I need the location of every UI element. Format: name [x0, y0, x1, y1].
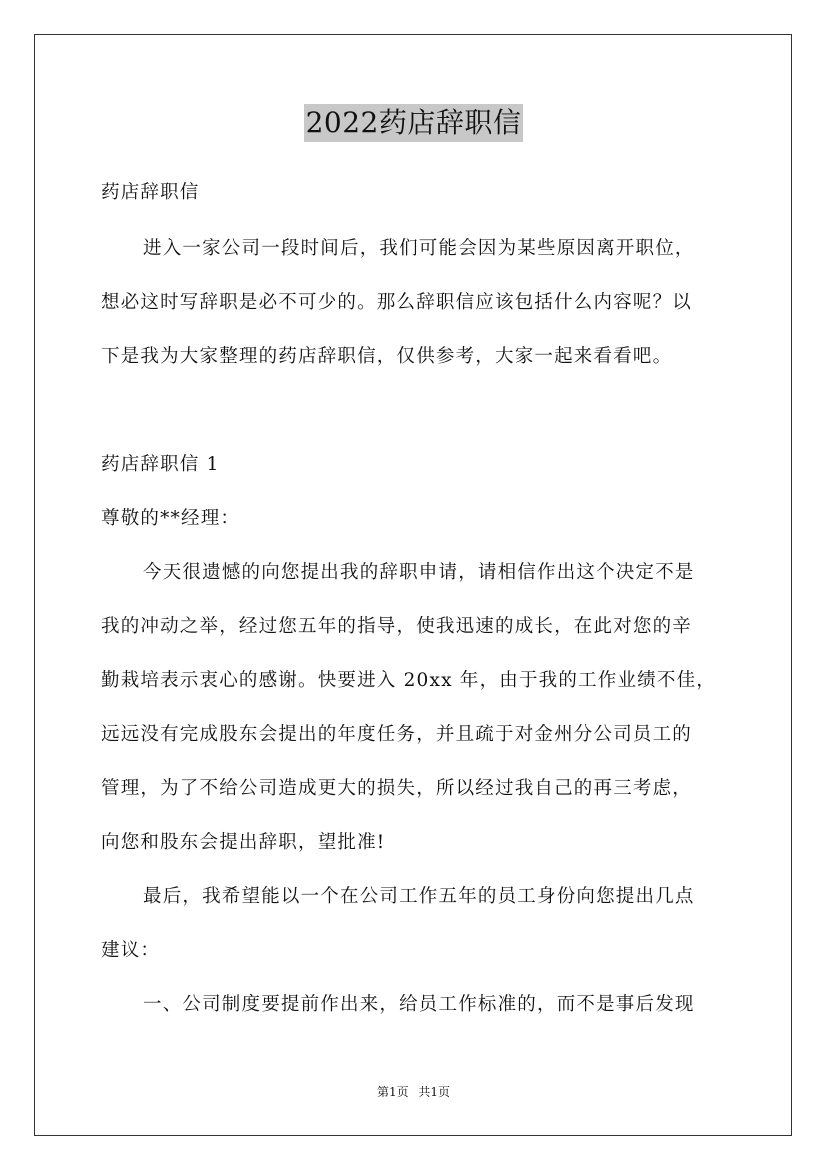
- paragraph-line: 想必这时写辞职是必不可少的。那么辞职信应该包括什么内容呢？以: [101, 292, 693, 313]
- paragraph-line: 最后，我希望能以一个在公司工作五年的员工身份向您提出几点: [143, 886, 695, 907]
- page-number-total: 共1页: [418, 1085, 451, 1099]
- section-heading: 药店辞职信: [101, 182, 200, 203]
- salutation: 尊敬的**经理：: [101, 508, 241, 529]
- document-title: 2022药店辞职信: [304, 104, 524, 142]
- paragraph-line: 勤栽培表示衷心的感谢。快要进入 20xx 年，由于我的工作业绩不佳，: [101, 670, 716, 691]
- paragraph-line: 远远没有完成股东会提出的年度任务，并且疏于对金州分公司员工的: [101, 724, 693, 745]
- paragraph-line: 进入一家公司一段时间后，我们可能会因为某些原因离开职位，: [143, 238, 695, 259]
- page-number-current: 第1页: [376, 1085, 409, 1099]
- paragraph-line: 管理，为了不给公司造成更大的损失，所以经过我自己的再三考虑，: [101, 778, 693, 799]
- paragraph-line: 一、公司制度要提前作出来，给员工作标准的，而不是事后发现: [143, 994, 695, 1015]
- letter-heading: 药店辞职信 1: [101, 454, 220, 475]
- page-footer: [0, 1084, 827, 1100]
- title-container: [0, 104, 827, 142]
- paragraph-line: 下是我为大家整理的药店辞职信，仅供参考，大家一起来看看吧。: [101, 346, 673, 367]
- paragraph-line: 建议：: [101, 940, 161, 961]
- paragraph-line: 今天很遗憾的向您提出我的辞职申请，请相信作出这个决定不是: [143, 562, 695, 583]
- paragraph-line: 我的冲动之举，经过您五年的指导，使我迅速的成长，在此对您的辛: [101, 616, 693, 637]
- paragraph-line: 向您和股东会提出辞职，望批准!: [101, 832, 386, 853]
